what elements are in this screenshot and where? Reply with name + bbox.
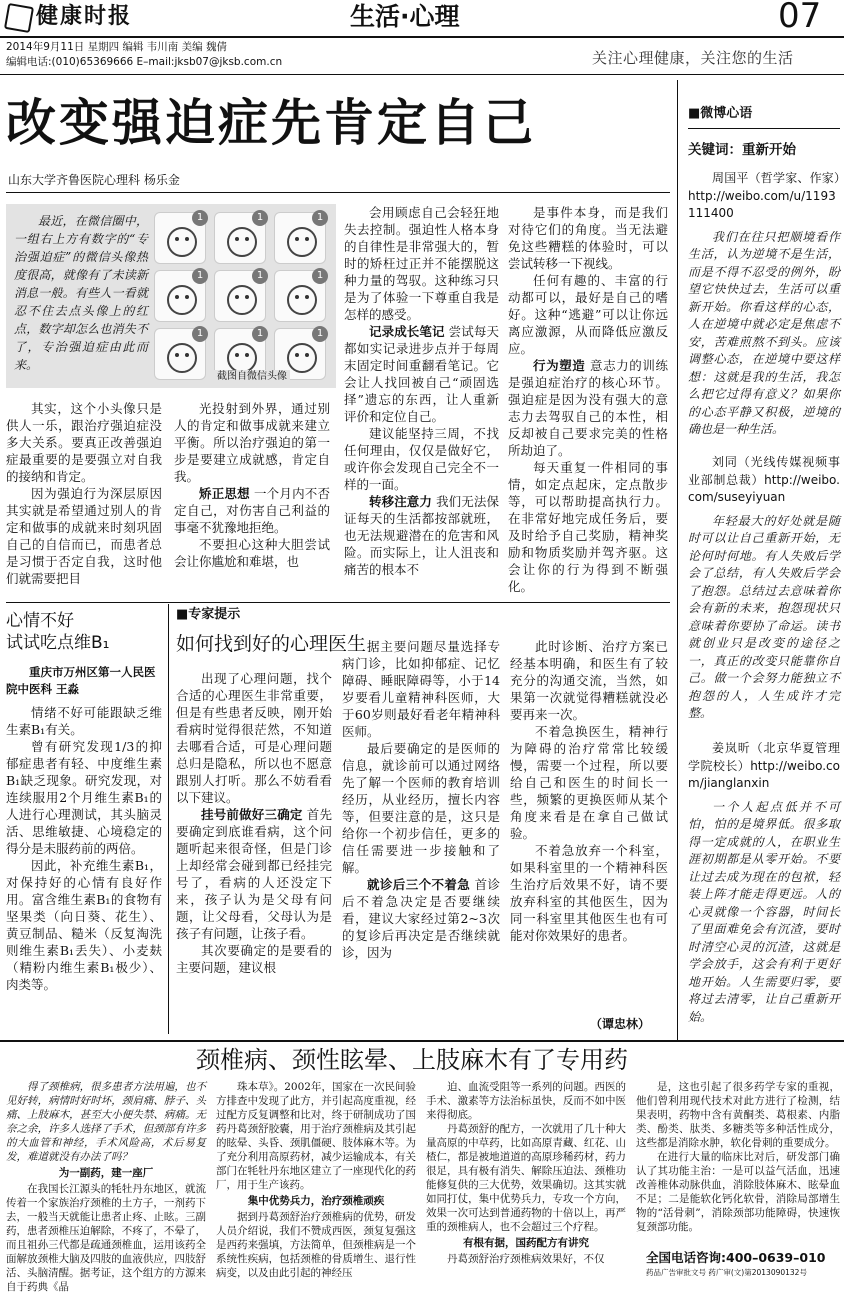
intro-text: 最近，在微信圈中，一组右上方有数字的“专治强迫症”的微信头像热度很高，就像有了未读新消息一般。有些人一看就忍不住去点头像上的红点，数字却怎么也消失不了，专治强迫症由此而来。 bbox=[14, 214, 148, 372]
section-title: 生活·心理 bbox=[350, 2, 460, 31]
ad-subhead: 为一副药，建一座厂 bbox=[58, 1167, 154, 1179]
expert-tips bbox=[176, 604, 670, 1034]
weibo-divider bbox=[677, 80, 678, 1040]
byline-rule bbox=[6, 192, 670, 193]
avatar: 1 bbox=[154, 270, 206, 322]
weibo-keyword: 关键词：重新开始 bbox=[688, 142, 796, 158]
subheading: 矫正思想 bbox=[199, 486, 250, 501]
paragraph-text: 我们无法保证每天的生活都按部就班，也无法规避潜在的危害和风险。而实际上，让人沮丧和痛苦的根本不 bbox=[344, 494, 499, 577]
avatar: 1 bbox=[214, 328, 266, 380]
masthead-bottom-rule bbox=[0, 74, 844, 75]
vitamin-title-line1: 心情不好 bbox=[6, 611, 74, 631]
avatar: 1 bbox=[214, 270, 266, 322]
date-line: 2014年9月11日 星期四 编辑 韦川南 美编 魏倩 bbox=[6, 41, 227, 53]
contact-line: 编辑电话:(010)65369666 E–mail:jksb07@jksb.com.cn bbox=[6, 56, 283, 68]
expert-col2 bbox=[342, 638, 500, 1032]
avatar: 1 bbox=[214, 212, 266, 264]
logo-text: 健康时报 bbox=[36, 3, 133, 29]
paragraph: 不要担心这种大胆尝试会让你尴尬和难堪，也 bbox=[174, 537, 330, 569]
weibo-section-label: ■微博心语 bbox=[688, 106, 753, 121]
weibo-author: 刘同（光线传媒视频事业部制总裁）http://weibo.com/suseyiyuan bbox=[688, 455, 840, 504]
main-article-col3 bbox=[344, 204, 499, 596]
vitamin-byline: 重庆市万州区第一人民医院中医科 王淼 bbox=[6, 665, 156, 696]
paragraph: 光投射到外界，通过别人的肯定和做事成就来建立平衡。所以治疗强迫的第一步是要建立成就感，肯定自我。 bbox=[174, 401, 330, 484]
avatar: 1 bbox=[274, 212, 326, 264]
paragraph: 其次要确定的是要看的主要问题，建议根 bbox=[176, 943, 332, 975]
subheading: 行为塑造 bbox=[533, 358, 586, 373]
paragraph bbox=[344, 493, 499, 578]
paragraph: 因此，补充维生素B₁，对保持好的心情有良好作用。富含维生素B₁的食物有坚果类（向日葵、花生）、黄豆制品、糙米（反复淘洗则维生素B₁丢失）、小麦麸（精粉内维生素B₁极少）、肉类等。 bbox=[6, 858, 162, 992]
ad-paragraph: 珠本草》。2002年，国家在一次民间验方排查中发现了此方，并引起高度重视，经过配方反复调整和比对，终于研制成功了国药丹葛颈舒胶囊，用于治疗颈椎病及其引起的眩晕、头昏、颈肌僵硬、肢体麻木等。为了充分利用高原药材，减少运输成本，有关部门在牦牡丹东地区建立了一座现代化的药厂，用于生产该药。 bbox=[216, 1081, 416, 1191]
masthead bbox=[0, 0, 844, 74]
expert-col1 bbox=[176, 670, 332, 1032]
paragraph bbox=[342, 876, 500, 961]
advertisement bbox=[6, 1080, 840, 1293]
vitamin-title-line2: 试试吃点维B₁ bbox=[6, 633, 110, 653]
avatar: 1 bbox=[274, 328, 326, 380]
expert-section-label: ■专家提示 bbox=[176, 607, 241, 622]
avatar: 1 bbox=[274, 270, 326, 322]
ad-paragraph: 在进行大量的临床比对后，研发部门确认了其功能主治：一是可以益气活血，迅速改善椎体动脉供血，消除肢体麻木、眩晕血不足；二是能软化钙化软骨，消除局部增生物的“活骨刺”，消除颈部功能障碍，快速恢复颈部功能。 bbox=[636, 1151, 840, 1233]
paragraph: 此时诊断、治疗方案已经基本明确，和医生有了较充分的沟通交流，当然，如果第一次就觉得糟糕就没必要再来一次。 bbox=[510, 639, 668, 722]
paragraph-text: 首诊后不着急决定是否要继续看，建议大家经过第2~3次的复诊后再决定是否继续就诊，因为 bbox=[342, 877, 500, 960]
weibo-quote: 年轻最大的好处就是随时可以让自己重新开始，无论何时何地。有人失败后学会了总结，有人失败后学会了抱怨。总结过去意味着你会有新的未来，抱怨现状只意味着你要协了命运。读书就创业只是改变的途径之一，真正的改变只能靠你自己。做一个会努力能独立不抱怨的人，人生成许才完整。 bbox=[688, 513, 840, 720]
subheading: 就诊后三个不着急 bbox=[367, 877, 471, 892]
main-headline: 改变强迫症先肯定自己 bbox=[6, 93, 536, 152]
expert-signature: （谭忠林） bbox=[590, 1017, 651, 1031]
paragraph: 其实，这个小头像只是供人一乐，跟治疗强迫症没多大关系。要真正改善强迫症最重要的是要强立对自我的接纳和肯定。 bbox=[6, 401, 162, 484]
main-article-col2 bbox=[174, 400, 330, 596]
ad-paragraph: 丹葛颈舒的配方，一次就用了几十种大量高原的中草药，比如高原青藏、红花、山楂仁，都是被地道道的高原珍稀药材，药力很足，具有极有消失、解除压迫法、颈椎功能修复供的三大优势，效果确切。这其实就如同打仗，集中优势兵力，专攻一个方向，效果一次可达到普通药物的十倍以上，再严重的颈椎病人，也不会超过三个疗程。 bbox=[426, 1123, 626, 1233]
main-article-col1 bbox=[6, 400, 162, 596]
weibo-quote: 我们在往只把顺境看作生活，认为逆境不是生活，而是不得不忍受的例外，盼望它快快过去，生活可以重新开始。你看这样的心态，人在逆境中就必定是焦虑不安，苦难煎熬不到头。应该调整心态，在逆境中要这样想：这就是我的生活，我怎么把它过得有意义？如果你的心态平静又积极，逆境的确也是一种生活。 bbox=[688, 229, 840, 436]
ad-headline: 颈椎病、颈性眩晕、上肢麻木有了专用药 bbox=[196, 1046, 628, 1074]
subheading: 挂号前做好三确定 bbox=[201, 807, 303, 822]
ad-paragraph: 迫、血流受阻等一系列的问题。西医的手术、激素等方法治标虽快，反而不如中医来得彻底。 bbox=[426, 1081, 626, 1121]
paragraph-text: 首先要确定到底谁看病，这个问题听起来很奇怪，但是门诊上却经常会碰到都已经挂完号了，看病的人还没定下来，孩子认为是父母有问题，让父母看，父母认为是孩子有问题，让孩子看。 bbox=[176, 807, 332, 941]
ad-paragraph: 是，这也引起了很多药学专家的重视，他们曾利用现代技术对此方进行了检测，结果表明，药物中含有黄酮类、葛根素、内脂类、酚类、肽类、多糖类等多种活性成分，这些都是消除水肿，软化骨刺的重要成分。 bbox=[636, 1081, 840, 1149]
expert-title: 如何找到好的心理医生 bbox=[176, 633, 367, 655]
ad-paragraph: 丹葛颈舒治疗颈椎病效果好，不仅 bbox=[447, 1253, 605, 1265]
main-article-col4 bbox=[508, 204, 668, 596]
avatar: 1 bbox=[154, 212, 206, 264]
paragraph: 任何有趣的、丰富的行动都可以，最好是自己的嗜好。这种“逃避”可以让你远离应激源，从而降低应激反应。 bbox=[508, 273, 668, 356]
intro-box bbox=[6, 204, 336, 388]
paragraph: 曾有研究发现1/3的抑郁症患者有轻、中度维生素B₁缺乏现象。研究发现，对连续服用2个月维生素B₁的人进行心理测试，其头脑灵活、思维敏捷、心境稳定的得分是未服药前的两倍。 bbox=[6, 739, 162, 856]
paragraph bbox=[508, 357, 668, 459]
paragraph: 最后要确定的是医师的信息，就诊前可以通过网络先了解一个医师的教育培训经历，从业经历，擅长内容等，但要注意的是，这只是给你一个初步信任，更多的信任需要进一步接触和了解。 bbox=[342, 741, 500, 875]
weibo-section bbox=[688, 104, 840, 1044]
ad-intro: 得了颈椎病，很多患者方法用遍，也不见好转，病情时好时坏，颈肩痛、脖子、头痛、上肢麻木，甚至大小便失禁、病痛。无奈之余，许多人选择了手术，但颈部有许多的大血管和神经，手术风险高，术后易复发，难道就没有办法了吗？ bbox=[6, 1081, 206, 1163]
slogan: 关注心理健康，关注您的生活 bbox=[592, 49, 794, 67]
masthead-rule bbox=[0, 36, 844, 38]
paragraph: 据主要问题尽量选择专病门诊，比如抑郁症、记忆障碍、睡眠障碍等，小于14岁要看儿童精神科医师，大于60岁则最好看老年精神科医师。 bbox=[342, 639, 500, 739]
weibo-entry bbox=[688, 454, 840, 723]
paragraph bbox=[174, 485, 330, 536]
avatar: 1 bbox=[154, 328, 206, 380]
weibo-author: 周国平（哲学家、作家）http://weibo.com/u/1193111400 bbox=[688, 171, 840, 220]
paragraph: 因为强迫行为深层原因其实就是希望通过别人的肯定和做事的成就来时刻巩固自己的自信而已，而患者总是习惯于否定自我，这时他们就需要把目 bbox=[6, 486, 162, 586]
page-number: 07 bbox=[778, 0, 822, 36]
subheading: 转移注意力 bbox=[369, 494, 432, 509]
weibo-quote: 一个人起点低并不可怕，怕的是境界低。很多取得一定成就的人，在职业生涯初期都是从零开始。不要让过去成为现在的包袱，轻装上阵才能走得更远。人的心灵就像一个容器，时间长了里面难免会有沉渣，要时时清空心灵的沉渣，这就是学会放手，这会有利于更好地开始。人生需要归零，要将过去清零，让自己重新开始。 bbox=[688, 799, 840, 1024]
paragraph bbox=[344, 323, 499, 425]
paragraph: 情绪不好可能跟缺乏维生素B₁有关。 bbox=[6, 705, 162, 737]
paragraph: 出现了心理问题，找个合适的心理医生非常重要，但是有些患者反映，刚开始看病时觉得很茫然，不知道去哪看合适，可是心理问题总归是隐私，所以也不愿意跟别人打听。那么不妨看看以下建议。 bbox=[176, 671, 332, 805]
main-byline: 山东大学齐鲁医院心理科 杨乐金 bbox=[8, 173, 180, 187]
ad-hotline: 全国电话咨询:400–0639–010 bbox=[646, 1250, 826, 1265]
vitamin-body bbox=[6, 704, 162, 1032]
ad-top-rule bbox=[0, 1040, 844, 1042]
avatar-grid bbox=[154, 212, 330, 384]
paragraph-text: 意志力的训练是强迫症治疗的核心环节。强迫症是因为没有强大的意志力去驾驭自己的本性，相反却被自己要求完美的性格所劫迫了。 bbox=[508, 358, 668, 458]
image-caption: 截图自微信头像 bbox=[214, 370, 290, 383]
ad-subhead: 集中优势兵力，治疗颈椎顽疾 bbox=[247, 1195, 385, 1207]
ad-col3 bbox=[426, 1080, 626, 1280]
subheading: 记录成长笔记 bbox=[369, 324, 445, 339]
weibo-label-rule bbox=[688, 128, 840, 129]
ad-col2 bbox=[216, 1080, 416, 1280]
paragraph: 会用顾虑自己会轻狂地失去控制。强迫性人格本身的自律性是非常强大的，暂时的矫枉过正并不能摆脱这种力量的驾驭。这种练习只是为了体验一下尊重自我是怎样的感受。 bbox=[344, 205, 499, 322]
paragraph bbox=[176, 806, 332, 942]
paragraph: 不着急换医生，精神行为障碍的治疗常常比较缓慢，需要一个过程，所以要给自己和医生的时间长一些，频繁的更换医师从某个角度来看是在拿自己做试验。 bbox=[510, 724, 668, 841]
weibo-entry bbox=[688, 740, 840, 1026]
paragraph-text: 尝试每天都如实记录进步点并于每周末固定时间重翻看笔记。它会让人找回被自己“顽固选择”遗忘的东西，让人重新评价和定位自己。 bbox=[344, 324, 499, 424]
ad-paragraph: 在我国长江源头的牦牡丹东地区，就流传着一个家族治疗颈椎的土方子，一剂药下去，一般当天就能让患者止疼、止眩。三副药，患者颈椎压迫解除，不疼了，不晕了，而且祖孙三代都是疏通颈椎血，运用该药全面解放颈椎大脑及四肢的血液供应，四肢舒活、头脑清醒。据考证，这个组方的方源来自于药典《晶 bbox=[6, 1183, 206, 1293]
ad-col1 bbox=[6, 1080, 206, 1293]
expert-col3 bbox=[510, 638, 668, 1014]
newspaper-logo bbox=[6, 3, 156, 31]
ad-subhead: 有根有据，国药配方有讲究 bbox=[463, 1237, 589, 1249]
section-rule bbox=[6, 602, 670, 603]
logo-icon bbox=[4, 3, 34, 33]
weibo-author: 姜岚昕（北京华夏管理学院校长）http://weibo.com/jianglanxin bbox=[688, 741, 840, 790]
paragraph: 不着急放弃一个科室，如果科室里的一个精神科医生治疗后效果不好，请不要放弃科室的其他医生，因为同一科室里其他医生也有可能对你效果好的患者。 bbox=[510, 843, 668, 943]
vitamin-article bbox=[6, 608, 162, 1033]
column-divider bbox=[168, 604, 169, 1034]
ad-approval: 药品广告审批文号 药广审(文)第2013090132号 bbox=[646, 1268, 807, 1277]
paragraph: 建议能坚持三周，不找任何理由，仅仅是做好它，或许你会发现自己完全不一样的一面。 bbox=[344, 426, 499, 492]
weibo-entry bbox=[688, 170, 840, 439]
paragraph-text: 一个月内不否定自己，对伤害自己利益的事毫不犹豫地拒绝。 bbox=[174, 486, 330, 535]
ad-col4 bbox=[636, 1080, 840, 1248]
paragraph: 每天重复一件相同的事情，如定点起床，定点散步等，可以帮助提高执行力。在非常好地完成任务后，要及时给予自己奖励，精神奖励和物质奖励并驾齐驱。这会让你的行为得到不断强化。 bbox=[508, 460, 668, 594]
paragraph: 是事件本身，而是我们对待它们的角度。当无法避免这些糟糕的体验时，可以尝试转移一下视线。 bbox=[508, 205, 668, 271]
ad-paragraph: 据到丹葛颈舒治疗颈椎病的优势，研发人员介绍说，我们不赞成西医，颈复复强这是西药来强填，方法简单，但颈椎病是一个系统性疾病，包括颈椎的骨质增生、退行性病变，以及由此引起的神经压 bbox=[216, 1211, 416, 1279]
